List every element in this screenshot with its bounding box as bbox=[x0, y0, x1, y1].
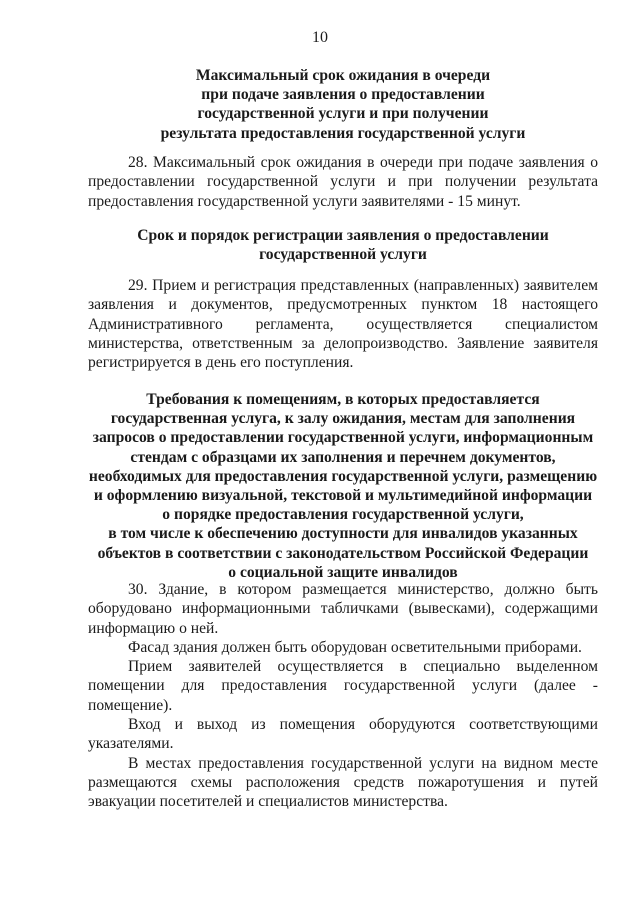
paragraph-30-evacuation: В местах предоставления государственной услуги на видном месте размещаются схемы расположения средств пожаротушения и путей эвакуации посетителей и специалистов министерства. bbox=[88, 754, 598, 811]
heading-line: результата предоставления государственной услуги bbox=[160, 124, 526, 142]
paragraph-30-entrance: Вход и выход из помещения оборудуются соответствующими указателями. bbox=[88, 716, 598, 753]
heading-line: в том числе к обеспечению доступности для инвалидов указанных bbox=[108, 525, 578, 543]
heading-line: о социальной защите инвалидов bbox=[228, 563, 458, 581]
heading-line: запросов о предоставлении государственной услуги, информационным bbox=[92, 429, 594, 447]
paragraph-28: 28. Максимальный срок ожидания в очереди при подаче заявления о предоставлении государственной услуги и при получении результата предоставления государственной услуги заявителями - 15 минут. bbox=[88, 154, 598, 210]
paragraph-30-block bbox=[88, 580, 598, 812]
section-heading-premises bbox=[88, 390, 598, 582]
paragraph-30-building: 30. Здание, в котором размещается министерство, должно быть оборудовано информационными табличками (вывесками), содержащими информацию о ней. bbox=[88, 581, 598, 637]
paragraph-29: 29. Прием и регистрация представленных (направленных) заявителем заявления и документов, предусмотренных пунктом 18 настоящего Административного регламента, осуществляется специалистом министерства, ответственным за делопроизводство. Заявление заявителя регистрируется в день его поступления. bbox=[88, 277, 598, 372]
heading-line: стендам с образцами их заполнения и перечнем документов, bbox=[130, 448, 556, 466]
heading-line: необходимых для предоставления государственной услуги, размещению bbox=[88, 467, 598, 485]
heading-line: государственная услуга, к залу ожидания, местам для заполнения bbox=[110, 410, 576, 428]
heading-line: и оформлению визуальной, текстовой и мультимедийной информации bbox=[93, 487, 593, 505]
heading-line: объектов в соответствии с законодательством Российской Федерации bbox=[97, 544, 589, 562]
heading-line: Срок и порядок регистрации заявления о предоставлении bbox=[137, 227, 549, 244]
section-heading-registration bbox=[88, 226, 598, 264]
section-heading-queue bbox=[88, 66, 598, 143]
paragraph-29-block bbox=[88, 276, 598, 372]
paragraph-30-facade: Фасад здания должен быть оборудован осветительными приборами. bbox=[128, 638, 582, 656]
heading-line: государственной услуги bbox=[259, 246, 427, 264]
paragraph-28-block bbox=[88, 153, 598, 211]
heading-line: Максимальный срок ожидания в очереди bbox=[195, 67, 491, 84]
heading-line: государственной услуги и при получении bbox=[197, 105, 489, 123]
heading-line: при подаче заявления о предоставлении bbox=[201, 86, 485, 104]
heading-line: Требования к помещениям, в которых предоставляется bbox=[146, 391, 540, 408]
heading-line: о порядке предоставления государственной услуги, bbox=[162, 506, 524, 524]
paragraph-30-reception: Прием заявителей осуществляется в специально выделенном помещении для предоставления государственной услуги (далее - помещение). bbox=[88, 658, 598, 714]
page-number: 10 bbox=[312, 29, 328, 46]
